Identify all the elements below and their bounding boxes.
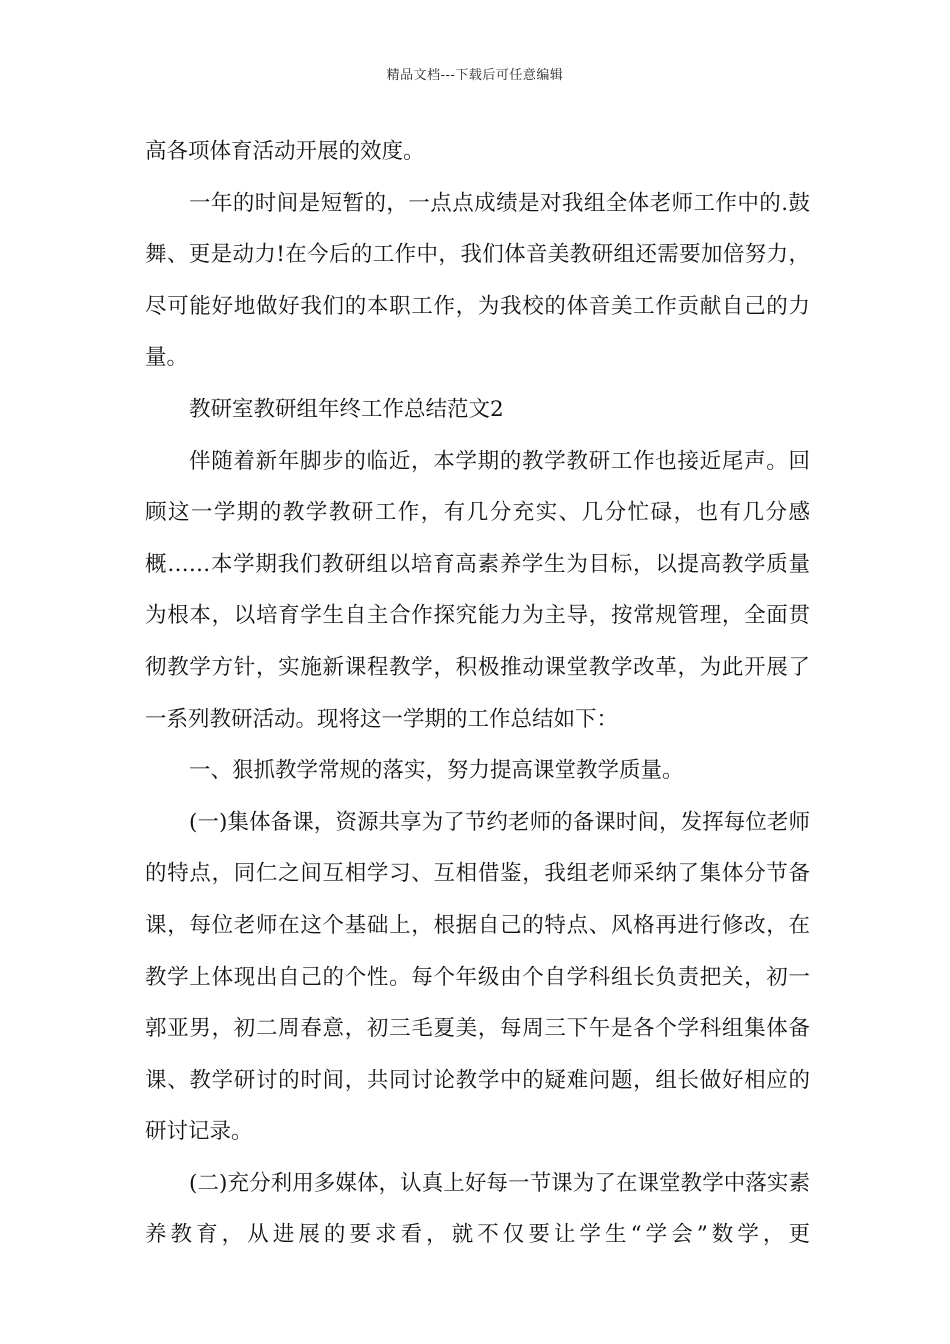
paragraph-multimedia: (二)充分利用多媒体，认真上好每一节课为了在课堂教学中落实素养教育，从进展的要求看，就不仅要让学生“学会”数学，更 — [145, 1170, 810, 1248]
page-header: 精品文档---下载后可任意编辑 — [386, 68, 564, 83]
paragraph-collective-prep: (一)集体备课，资源共享为了节约老师的备课时间，发挥每位老师的特点，同仁之间互相学习、互相借鉴，我组老师采纳了集体分节备课，每位老师在这个基础上，根据自己的特点、风格再进行修改，在教学上体现出自己的个性。每个年级由个自学科组长负责把关，初一郭亚男，初二周春意，初三毛夏美，每周三下午是各个学科组集体备课、教学研讨的时间，共同讨论教学中的疑难问题，组长做好相应的研讨记录。 — [145, 809, 810, 1145]
paragraph-continuation: 高各项体育活动开展的效度。 — [145, 139, 425, 164]
paragraph-closing: 一年的时间是短暂的，一点点成绩是对我组全体老师工作中的.鼓舞、更是动力!在今后的工作中，我们体音美教研组还需要加倍努力，尽可能好地做好我们的本职工作，为我校的体音美工作贡献自己的力量。 — [145, 190, 810, 371]
section-title: 教研室教研组年终工作总结范文2 — [189, 396, 504, 422]
document-body — [145, 126, 810, 1261]
heading-part-one: 一、狠抓教学常规的落实，努力提高课堂教学质量。 — [189, 758, 684, 784]
paragraph-intro: 伴随着新年脚步的临近，本学期的教学教研工作也接近尾声。回顾这一学期的教学教研工作，有几分充实、几分忙碌，也有几分感概……本学期我们教研组以培育高素养学生为目标，以提高教学质量为根本，以培育学生自主合作探究能力为主导，按常规管理，全面贯彻教学方针，实施新课程教学，积极推动课堂教学改革，为此开展了一系列教研活动。现将这一学期的工作总结如下： — [145, 448, 810, 732]
